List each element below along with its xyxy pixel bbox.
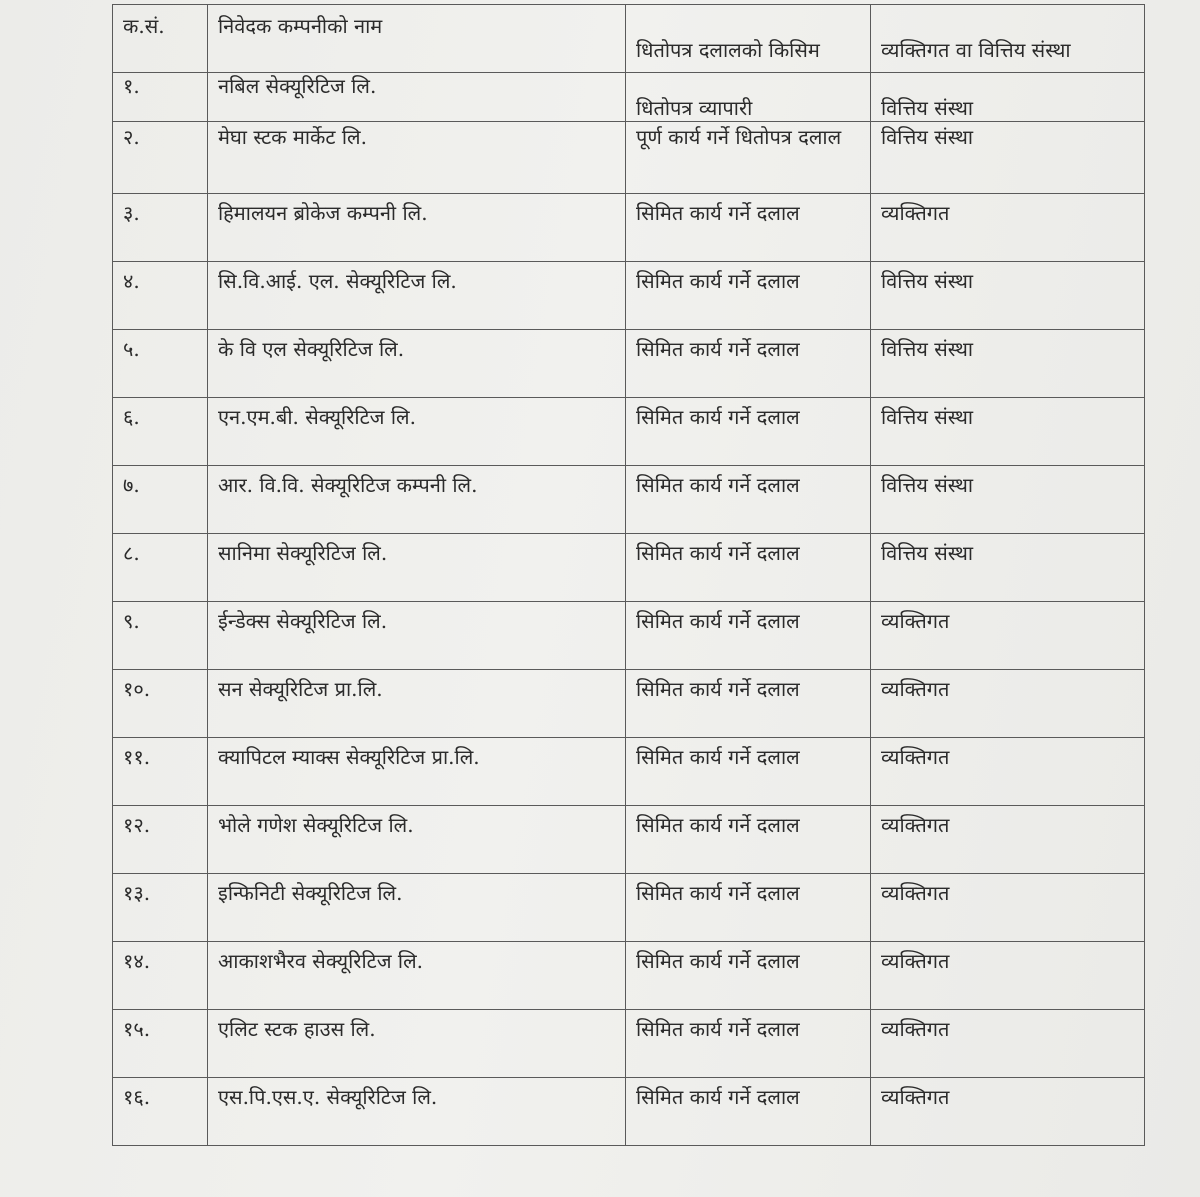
table-row (113, 738, 1145, 806)
row-institution-type: व्यक्तिगत (871, 806, 1145, 874)
table-row (113, 398, 1145, 466)
row-broker-type: सिमित कार्य गर्ने दलाल (626, 670, 871, 738)
row-institution-type: वित्तिय संस्था (871, 398, 1145, 466)
row-company-name: इन्फिनिटी सेक्यूरिटिज लि. (208, 874, 626, 942)
row-broker-type: धितोपत्र व्यापारी (626, 73, 871, 122)
row-institution-type: व्यक्तिगत (871, 1010, 1145, 1078)
row-serial-number: ७. (113, 466, 208, 534)
row-serial-number: १६. (113, 1078, 208, 1146)
broker-applicant-table (112, 4, 1145, 1146)
row-broker-type: सिमित कार्य गर्ने दलाल (626, 1010, 871, 1078)
row-company-name: आर. वि.वि. सेक्यूरिटिज कम्पनी लि. (208, 466, 626, 534)
row-serial-number: ३. (113, 194, 208, 262)
header-company-name: निवेदक कम्पनीको नाम (208, 5, 626, 73)
row-broker-type: सिमित कार्य गर्ने दलाल (626, 262, 871, 330)
row-company-name: के वि एल सेक्यूरिटिज लि. (208, 330, 626, 398)
row-serial-number: ५. (113, 330, 208, 398)
row-broker-type: सिमित कार्य गर्ने दलाल (626, 942, 871, 1010)
row-company-name: क्यापिटल म्याक्स सेक्यूरिटिज प्रा.लि. (208, 738, 626, 806)
row-broker-type: सिमित कार्य गर्ने दलाल (626, 466, 871, 534)
row-broker-type: सिमित कार्य गर्ने दलाल (626, 806, 871, 874)
table-row (113, 534, 1145, 602)
row-company-name: हिमालयन ब्रोकेज कम्पनी लि. (208, 194, 626, 262)
row-serial-number: १२. (113, 806, 208, 874)
row-institution-type: व्यक्तिगत (871, 670, 1145, 738)
table-row (113, 73, 1145, 122)
row-serial-number: १३. (113, 874, 208, 942)
row-institution-type: व्यक्तिगत (871, 874, 1145, 942)
header-institution-type: व्यक्तिगत वा वित्तिय संस्था (871, 5, 1145, 73)
row-serial-number: २. (113, 122, 208, 194)
row-institution-type: वित्तिय संस्था (871, 73, 1145, 122)
table-row (113, 806, 1145, 874)
row-institution-type: व्यक्तिगत (871, 1078, 1145, 1146)
header-broker-type: धितोपत्र दलालको किसिम (626, 5, 871, 73)
row-serial-number: १०. (113, 670, 208, 738)
table-row (113, 942, 1145, 1010)
row-broker-type: सिमित कार्य गर्ने दलाल (626, 534, 871, 602)
row-institution-type: वित्तिय संस्था (871, 330, 1145, 398)
row-company-name: ईन्डेक्स सेक्यूरिटिज लि. (208, 602, 626, 670)
row-company-name: सानिमा सेक्यूरिटिज लि. (208, 534, 626, 602)
row-company-name: एस.पि.एस.ए. सेक्यूरिटिज लि. (208, 1078, 626, 1146)
row-institution-type: व्यक्तिगत (871, 738, 1145, 806)
row-company-name: सन सेक्यूरिटिज प्रा.लि. (208, 670, 626, 738)
row-company-name: नबिल सेक्यूरिटिज लि. (208, 73, 626, 122)
table-row (113, 1010, 1145, 1078)
table-row (113, 122, 1145, 194)
row-company-name: मेघा स्टक मार्केट लि. (208, 122, 626, 194)
row-serial-number: १. (113, 73, 208, 122)
row-institution-type: व्यक्तिगत (871, 602, 1145, 670)
row-institution-type: वित्तिय संस्था (871, 122, 1145, 194)
row-company-name: आकाशभैरव सेक्यूरिटिज लि. (208, 942, 626, 1010)
row-broker-type: सिमित कार्य गर्ने दलाल (626, 1078, 871, 1146)
row-company-name: भोले गणेश सेक्यूरिटिज लि. (208, 806, 626, 874)
row-serial-number: ६. (113, 398, 208, 466)
row-broker-type: सिमित कार्य गर्ने दलाल (626, 194, 871, 262)
row-institution-type: वित्तिय संस्था (871, 262, 1145, 330)
row-institution-type: व्यक्तिगत (871, 942, 1145, 1010)
row-institution-type: वित्तिय संस्था (871, 534, 1145, 602)
table-row (113, 1078, 1145, 1146)
row-broker-type: पूर्ण कार्य गर्ने धितोपत्र दलाल (626, 122, 871, 194)
row-broker-type: सिमित कार्य गर्ने दलाल (626, 738, 871, 806)
table-row (113, 194, 1145, 262)
row-company-name: एलिट स्टक हाउस लि. (208, 1010, 626, 1078)
row-institution-type: व्यक्तिगत (871, 194, 1145, 262)
table-row (113, 262, 1145, 330)
row-institution-type: वित्तिय संस्था (871, 466, 1145, 534)
table-row (113, 874, 1145, 942)
row-broker-type: सिमित कार्य गर्ने दलाल (626, 602, 871, 670)
table-row (113, 466, 1145, 534)
row-broker-type: सिमित कार्य गर्ने दलाल (626, 398, 871, 466)
table-header-row (113, 5, 1145, 73)
row-serial-number: ४. (113, 262, 208, 330)
row-serial-number: १५. (113, 1010, 208, 1078)
table-row (113, 330, 1145, 398)
row-serial-number: १४. (113, 942, 208, 1010)
row-company-name: एन.एम.बी. सेक्यूरिटिज लि. (208, 398, 626, 466)
row-serial-number: ११. (113, 738, 208, 806)
table-row (113, 670, 1145, 738)
row-broker-type: सिमित कार्य गर्ने दलाल (626, 330, 871, 398)
row-company-name: सि.वि.आई. एल. सेक्यूरिटिज लि. (208, 262, 626, 330)
table-row (113, 602, 1145, 670)
row-broker-type: सिमित कार्य गर्ने दलाल (626, 874, 871, 942)
row-serial-number: ९. (113, 602, 208, 670)
row-serial-number: ८. (113, 534, 208, 602)
header-serial-number: क.सं. (113, 5, 208, 73)
